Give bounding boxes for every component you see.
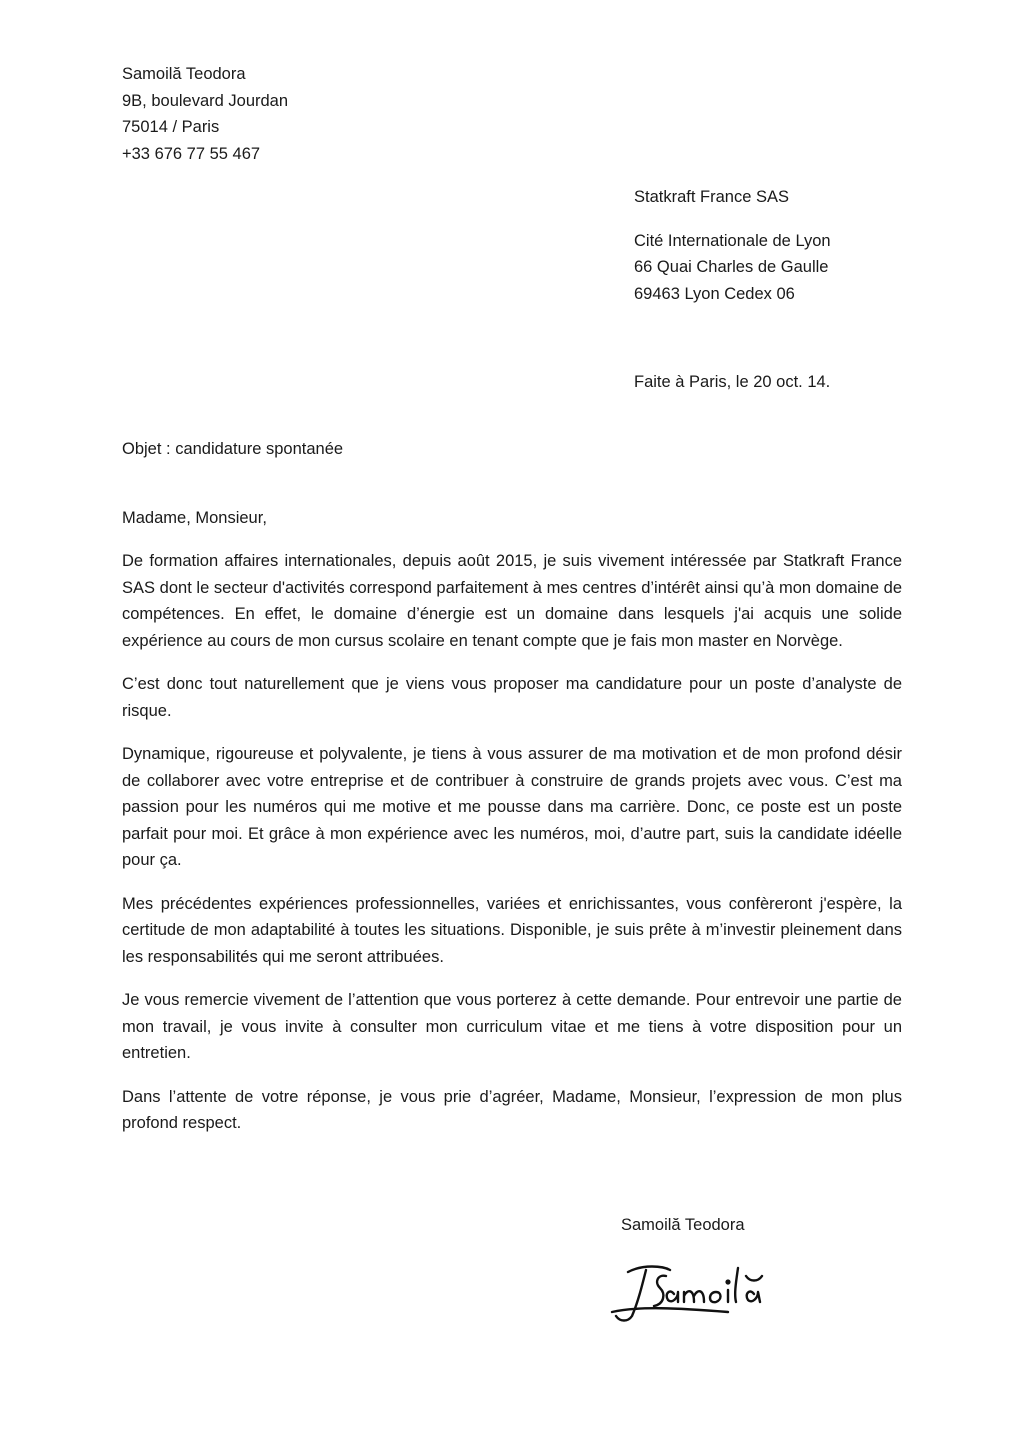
recipient-address-line-2: 66 Quai Charles de Gaulle — [634, 258, 829, 276]
body-paragraph: Dynamique, rigoureuse et polyvalente, je tiens à vous assurer de ma motivation et de mon profond désir de collaborer avec votre entreprise et de contribuer à construire de grands projets avec vous. C’est ma passion pour les numéros qui me motive et me pousse dans ma carrière. Donc, ce poste est un poste parfait pour moi. Et grâce à mon expérience avec les numéros, moi, d’autre part, suis la candidate idéelle pour ça. — [122, 745, 902, 869]
letter-body — [122, 548, 902, 1154]
sender-phone: +33 676 77 55 467 — [122, 144, 261, 163]
sender-city: 75014 / Paris — [122, 118, 220, 136]
body-paragraph: Dans l’attente de votre réponse, je vous prie d’agréer, Madame, Monsieur, l’expression de mon plus profond respect. — [122, 1087, 902, 1132]
body-paragraph: De formation affaires internationales, depuis août 2015, je suis vivement intéressée par Statkraft France SAS dont le secteur d'activités correspond parfaitement à mes centres d’intérêt ainsi qu’à mon domaine de compétences. En effet, le domaine d’énergie est un domaine dans lesquels j'ai acquis une solide expérience au cours de mon cursus scolaire en tenant compte que je fais mon master en Norvège. — [122, 552, 902, 650]
recipient-address-line-3: 69463 Lyon Cedex 06 — [634, 284, 795, 303]
letter-subject: Objet : candidature spontanée — [122, 440, 344, 458]
sender-address: 9B, boulevard Jourdan — [122, 91, 289, 110]
recipient-address-line-1: Cité Internationale de Lyon — [634, 231, 831, 250]
salutation: Madame, Monsieur, — [122, 509, 267, 527]
body-paragraph: Mes précédentes expériences professionnelles, variées et enrichissantes, vous confèreront j'espère, la certitude de mon adaptabilité à toutes les situations. Disponible, je suis prête à m’investir pleinement dans les responsabilités qui me seront attribuées. — [122, 894, 902, 966]
body-paragraph: Je vous remercie vivement de l’attention que vous porterez à cette demande. Pour entrevoir une partie de mon travail, je vous invite à consulter mon curriculum vitae et me tiens à votre disposition pour un entretien. — [122, 991, 902, 1062]
recipient-block — [634, 184, 831, 307]
letter-date: Faite à Paris, le 20 oct. 14. — [634, 373, 831, 391]
signer-name: Samoilă Teodora — [621, 1216, 745, 1234]
body-paragraph: C’est donc tout naturellement que je viens vous proposer ma candidature pour un poste d’analyste de risque. — [122, 675, 902, 720]
handwritten-signature — [608, 1254, 818, 1334]
recipient-company: Statkraft France SAS — [634, 188, 789, 206]
sender-name: Samoilă Teodora — [122, 65, 246, 83]
sender-block — [122, 61, 288, 167]
